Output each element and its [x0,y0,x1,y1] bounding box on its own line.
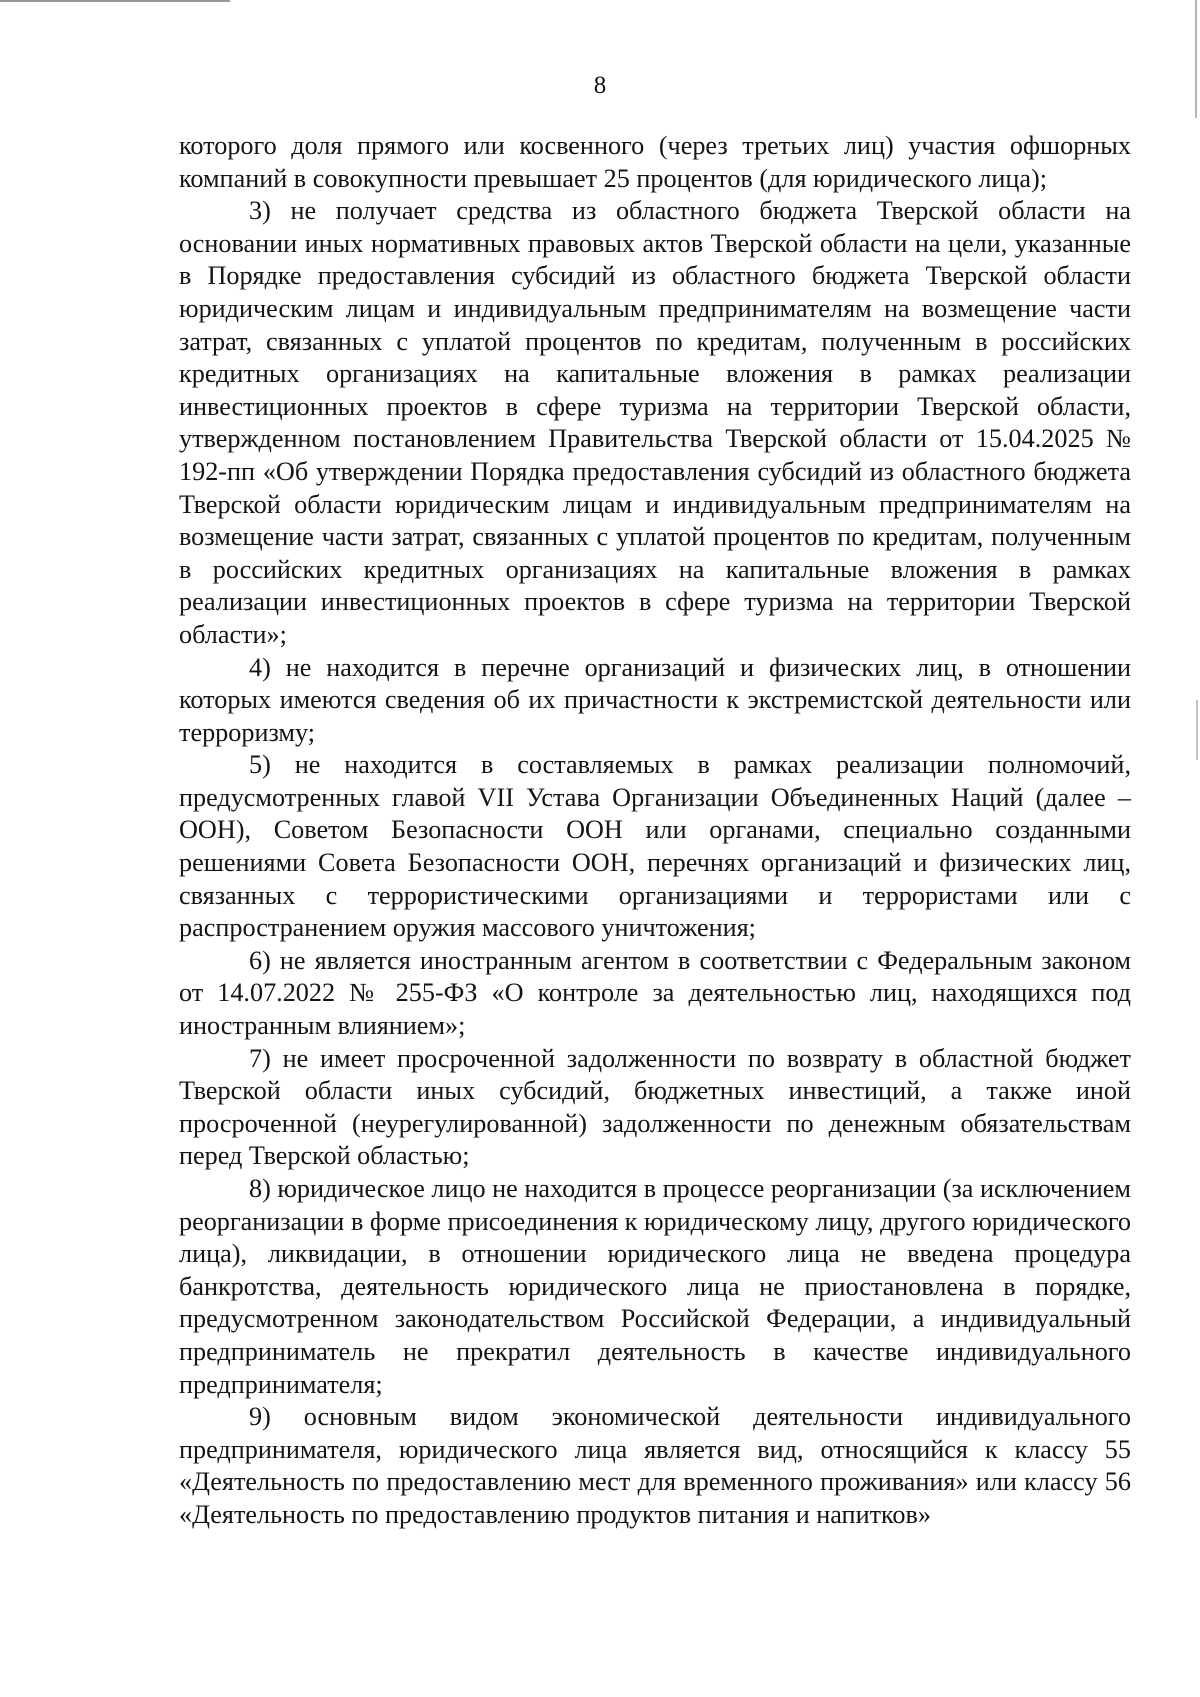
scan-edge-right [1195,0,1197,118]
paragraph-continuation: которого доля прямого или косвенного (через третьих лиц) участия офшорных компаний в совокупности превышает 25 процентов (для юридического лица); [179,131,1131,193]
paragraph-item-6: 6) не является иностранным агентом в соответствии с Федеральным законом от 14.07.2022 № 255-ФЗ «О контроле за деятельностью лиц, находящихся под иностранным влиянием»; [179,945,1131,1041]
paragraph-item-3: 3) не получает средства из областного бюджета Тверской области на основании иных нормативных правовых актов Тверской области на цели, указанные в Порядке предоставления субсидий из областного бюджета Тверской области юридическим лицам и индивидуальным предпринимателям на возмещение части затрат, связанных с уплатой процентов по кредитам, полученным в российских кредитных организациях на капитальные вложения в рамках реализации инвестиционных проектов в сфере туризма на территории Тверской области, утвержденном постановлением Правительства Тверской области от 15.04.2025 № 192-пп «Об утверждении Порядка предоставления субсидий из областного бюджета Тверской области юридическим лицам и индивидуальным предпринимателям на возмещение части затрат, связанных с уплатой процентов по кредитам, полученным в российских кредитных организациях на капитальные вложения в рамках реализации инвестиционных проектов в сфере туризма на территории Тверской области»; [179,196,1131,649]
paragraph-item-9: 9) основным видом экономической деятельности индивидуального предпринимателя, юридического лица является вид, относящийся к классу 55 «Деятельность по предоставлению мест для временного проживания» или классу 56 «Деятельность по предоставлению продуктов питания и напитков» [179,1402,1131,1529]
paragraph-item-5: 5) не находится в составляемых в рамках реализации полномочий, предусмотренных главой VII Устава Организации Объединенных Наций (далее – ООН), Советом Безопасности ООН или органами, специально созданными решениями Совета Безопасности ООН, перечнях организаций и физических лиц, связанных с террористическими организациями и террористами или с распространением оружия массового уничтожения; [179,750,1131,943]
scan-edge-right-lower [1196,700,1198,760]
paragraph-item-7: 7) не имеет просроченной задолженности по возврату в областной бюджет Тверской области иных субсидий, бюджетных инвестиций, а также иной просроченной (неурегулированной) задолженности по денежным обязательствам перед Тверской областью; [179,1043,1131,1171]
document-body [179,130,1131,1532]
paragraph-item-4: 4) не находится в перечне организаций и физических лиц, в отношении которых имеются сведения об их причастности к экстремистской деятельности или терроризму; [179,652,1131,747]
paragraph-item-8: 8) юридическое лицо не находится в процессе реорганизации (за исключением реорганизации в форме присоединения к юридическому лицу, другого юридического лица), ликвидации, в отношении юридического лица не введена процедура банкротства, деятельность юридического лица не приостановлена в порядке, предусмотренном законодательством Российской Федерации, а индивидуальный предприниматель не прекратил деятельность в качестве индивидуального предпринимателя; [179,1174,1131,1399]
page-number: 8 [593,72,607,99]
scan-edge-top [0,0,230,2]
